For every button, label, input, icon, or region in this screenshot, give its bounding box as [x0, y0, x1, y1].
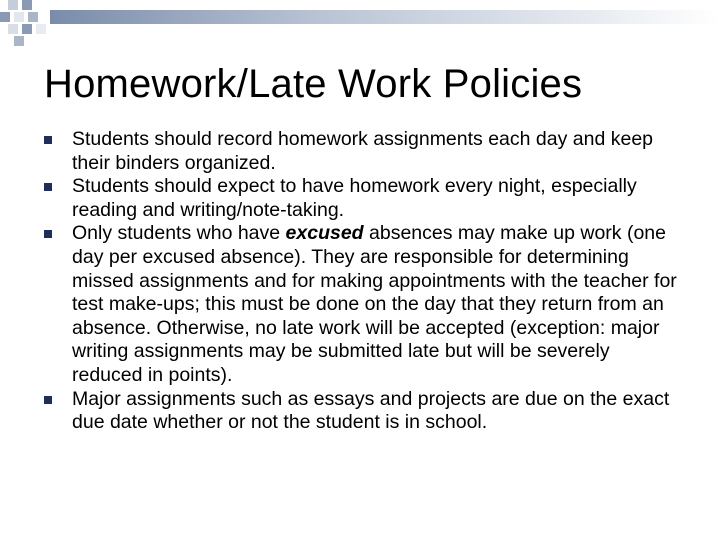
bullet-text: Students should record homework assignments each day and keep their binders organized.: [72, 128, 654, 174]
bullet-text: Major assignments such as essays and projects are due on the exact due date whether or not the student is in school.: [72, 387, 670, 434]
bullet-text-before: Only students who have: [72, 222, 286, 245]
bullet-item-record-homework: [44, 128, 680, 175]
square-bullet-icon: [44, 136, 52, 144]
slide-title: Homework/Late Work Policies: [44, 62, 583, 106]
square-bullet-icon: [44, 183, 52, 191]
square-bullet-icon: [44, 396, 52, 404]
bullet-text-after: absences may make up work (one day per excused absence). They are responsible for determining missed assignments and for making appointments with the teacher for test make-ups; this must be done on the day that they return from an absence. Otherwise, no late work will be accepted (exception: major writing assignments may be submitted late but will be severely reduced in points).: [72, 222, 677, 386]
header-gradient-bar: [50, 10, 720, 24]
bullet-item-excused-absences: [44, 222, 680, 387]
bullet-text-emphasis: excused: [285, 222, 364, 245]
bullet-list: [44, 128, 680, 435]
bullet-item-expect-homework: [44, 175, 680, 222]
bullet-text: Students should expect to have homework every night, especially reading and writing/note-taking.: [72, 175, 637, 221]
square-bullet-icon: [44, 230, 52, 238]
bullet-item-major-assignments: [44, 388, 680, 435]
